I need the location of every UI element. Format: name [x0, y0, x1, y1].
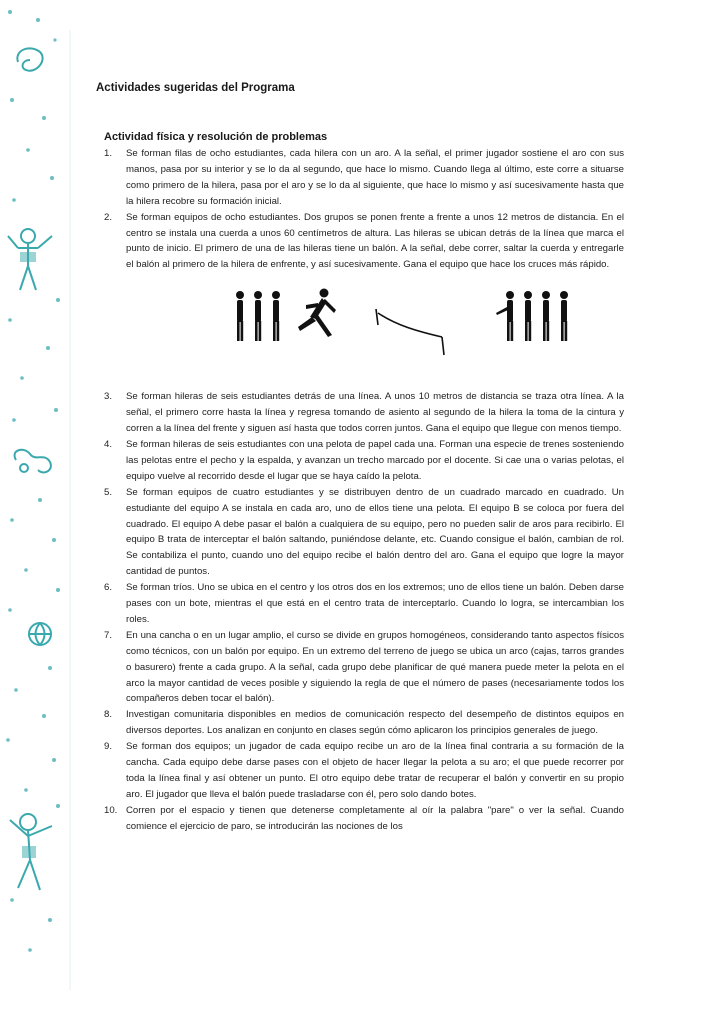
right-team-figures: [496, 291, 568, 341]
activity-number: 7.: [104, 629, 113, 641]
activity-text: Se forman tríos. Uno se ubica en el centro y los otros dos en los extremos; uno de ellos tiene un balón. Deben darse pases con un bote, mientras el que está en el centro trata de interceptarlo. Cuando lo logra, se intercambian los roles.: [126, 582, 624, 625]
activity-text: Se forman hileras de seis estudiantes detrás de una línea. A unos 10 metros de distancia se traza otra línea. A la señal, el primero corre hasta la línea y regresa tomando de asiento al segundo de la hilera la toma de la cintura y corren a la línea del frente y siguen así hasta que todos corren juntos. Gana el equipo que llegue con menos tiempo.: [126, 391, 624, 435]
relay-illustration: [96, 281, 624, 377]
standing-figure: [254, 291, 262, 341]
activity-text: Se forman dos equipos; un jugador de cada equipo recibe un aro de la línea final contraria a su formación de la cancha. Cada equipo debe darse pases con el objeto de hacer llegar la pelota a su aro; el que puede recorrer por toda la línea final y así obtener un punto. El otro equipo debe tratar de recuperar el balón y convertir en su propio aro. El jugador que lleva el balón puede trasladarse con él, pero solo dando botes.: [126, 741, 624, 800]
left-team-figures: [236, 289, 336, 342]
activity-list-part1: [96, 146, 624, 273]
standing-figure: [496, 291, 514, 341]
activity-number: 9.: [104, 741, 113, 753]
document-title: Actividades sugeridas del Programa: [96, 82, 295, 94]
activity-text: Se forman filas de ocho estudiantes, cada hilera con un aro. A la señal, el primer jugador sostiene el aro con sus manos, pasa por su interior y se lo da al segundo, que hace lo mismo. Cuando llega al último, este corre a situarse como primero de la hilera, pasa por el aro y se lo da al siguiente, que hace lo mismo y así sucesivamente hasta que la hilera recobre su formación inicial.: [126, 148, 624, 207]
activity-text: Se forman equipos de cuatro estudiantes y se distribuyen dentro de un cuadrado marcado en cuadrado. Un estudiante del equipo A se instala en cada aro, uno de ellos tiene una pelota. El equipo B se coloca por fuera del cuadrado. El equipo A debe pasar el balón a cualquiera de su equipo, pero no pueden salir de aros para recibirlo. El equipo B trata de interceptar el balón saltando, puniéndose delante, etc. Cuando consigue el balón, cambian de rol. Se contabiliza el punto, cuando uno del equipo recibe el balón dentro del aro. Gana el equipo que logre la mayor cantidad de puntos.: [126, 486, 624, 578]
standing-figure: [236, 291, 244, 341]
child-stretching-icon: [10, 814, 52, 890]
activity-item: [96, 628, 624, 708]
activity-number: 3.: [104, 391, 113, 403]
standing-figure: [560, 291, 568, 341]
activity-number: 2.: [104, 211, 113, 223]
document-page: [96, 80, 624, 835]
activity-number: 1.: [104, 148, 113, 159]
standing-figure: [524, 291, 532, 341]
activity-text: En una cancha o en un lugar amplio, el curso se divide en grupos homogéneos, considerando tanto aspectos físicos como técnicos, con un balón por equipo. En un extremo del terreno de juego se ubica un arco (cajas, tarros grandes o basurero) frente a cada grupo. A la señal, cada grupo debe planificar de qué manera puede meter la pelota en el arco la mayor cantidad de veces posible y siguiendo la regla de que el número de pases (necesariamente todos los compañeros deben tocar el balón).: [126, 629, 624, 705]
activity-number: 4.: [104, 438, 113, 450]
runner-icon: [15, 450, 51, 473]
section-title: Actividad física y resolución de problemas: [104, 131, 328, 143]
activity-item: [96, 739, 624, 803]
standing-figure: [542, 291, 550, 341]
activity-text: Investigan comunitaria disponibles en medios de comunicación respecto del desempeño de distintos equipos en diversos deportes. Los analizan en conjunto en clases según cómo aplicaron los principios generales de juego.: [126, 709, 624, 737]
activity-item: [96, 485, 624, 580]
activity-list-part2: [96, 389, 624, 834]
child-figure-icon: [8, 229, 52, 290]
ball-icon: [29, 623, 51, 645]
standing-figure: [272, 291, 280, 341]
decorative-margin: [0, 0, 72, 1020]
activity-number: 5.: [104, 486, 113, 498]
dot-trail: [6, 10, 60, 952]
activity-text: Se forman hileras de seis estudiantes con una pelota de papel cada una. Forman una especie de trenes sosteniendo las pelotas entre el pecho y la espalda, y avanzan un trecho marcado por el docente. Si cae una o varias pelotas, el equipo vuelve al recorrido desde el lugar que se haya caído la pelota.: [126, 438, 624, 482]
running-figure: [298, 289, 336, 338]
activity-text: Corren por el espacio y tienen que detenerse completamente al oír la palabra "pare" o ver la señal. Cuando comience el ejercicio de paro, se introducirán las nociones de los: [126, 804, 624, 832]
activity-item: [96, 580, 624, 628]
activity-item: [96, 437, 624, 485]
activity-item: [96, 146, 624, 210]
activity-number: 6.: [104, 582, 113, 594]
activity-item: [96, 707, 624, 739]
activity-item: [96, 389, 624, 437]
activity-number: 8.: [104, 709, 113, 721]
rope-icon: [376, 309, 444, 355]
activity-number: 10.: [104, 804, 118, 816]
activity-text: Se forman equipos de ocho estudiantes. Dos grupos se ponen frente a frente a unos 12 metros de distancia. En el centro se instala una cuerda a unos 60 centímetros de altura. Las hileras se ubican detrás de la línea que marca el punto de inicio. El primero de una de las hileras tiene un balón. A la señal, debe correr, saltar la cuerda y entregarle el balón al primero de la hilera de enfrente, y así sucesivamente. Gana el equipo que hace los cruces más rápido.: [126, 211, 624, 271]
activity-item: [96, 803, 624, 835]
activity-item: [96, 210, 624, 274]
leaf-icon: [17, 48, 42, 70]
